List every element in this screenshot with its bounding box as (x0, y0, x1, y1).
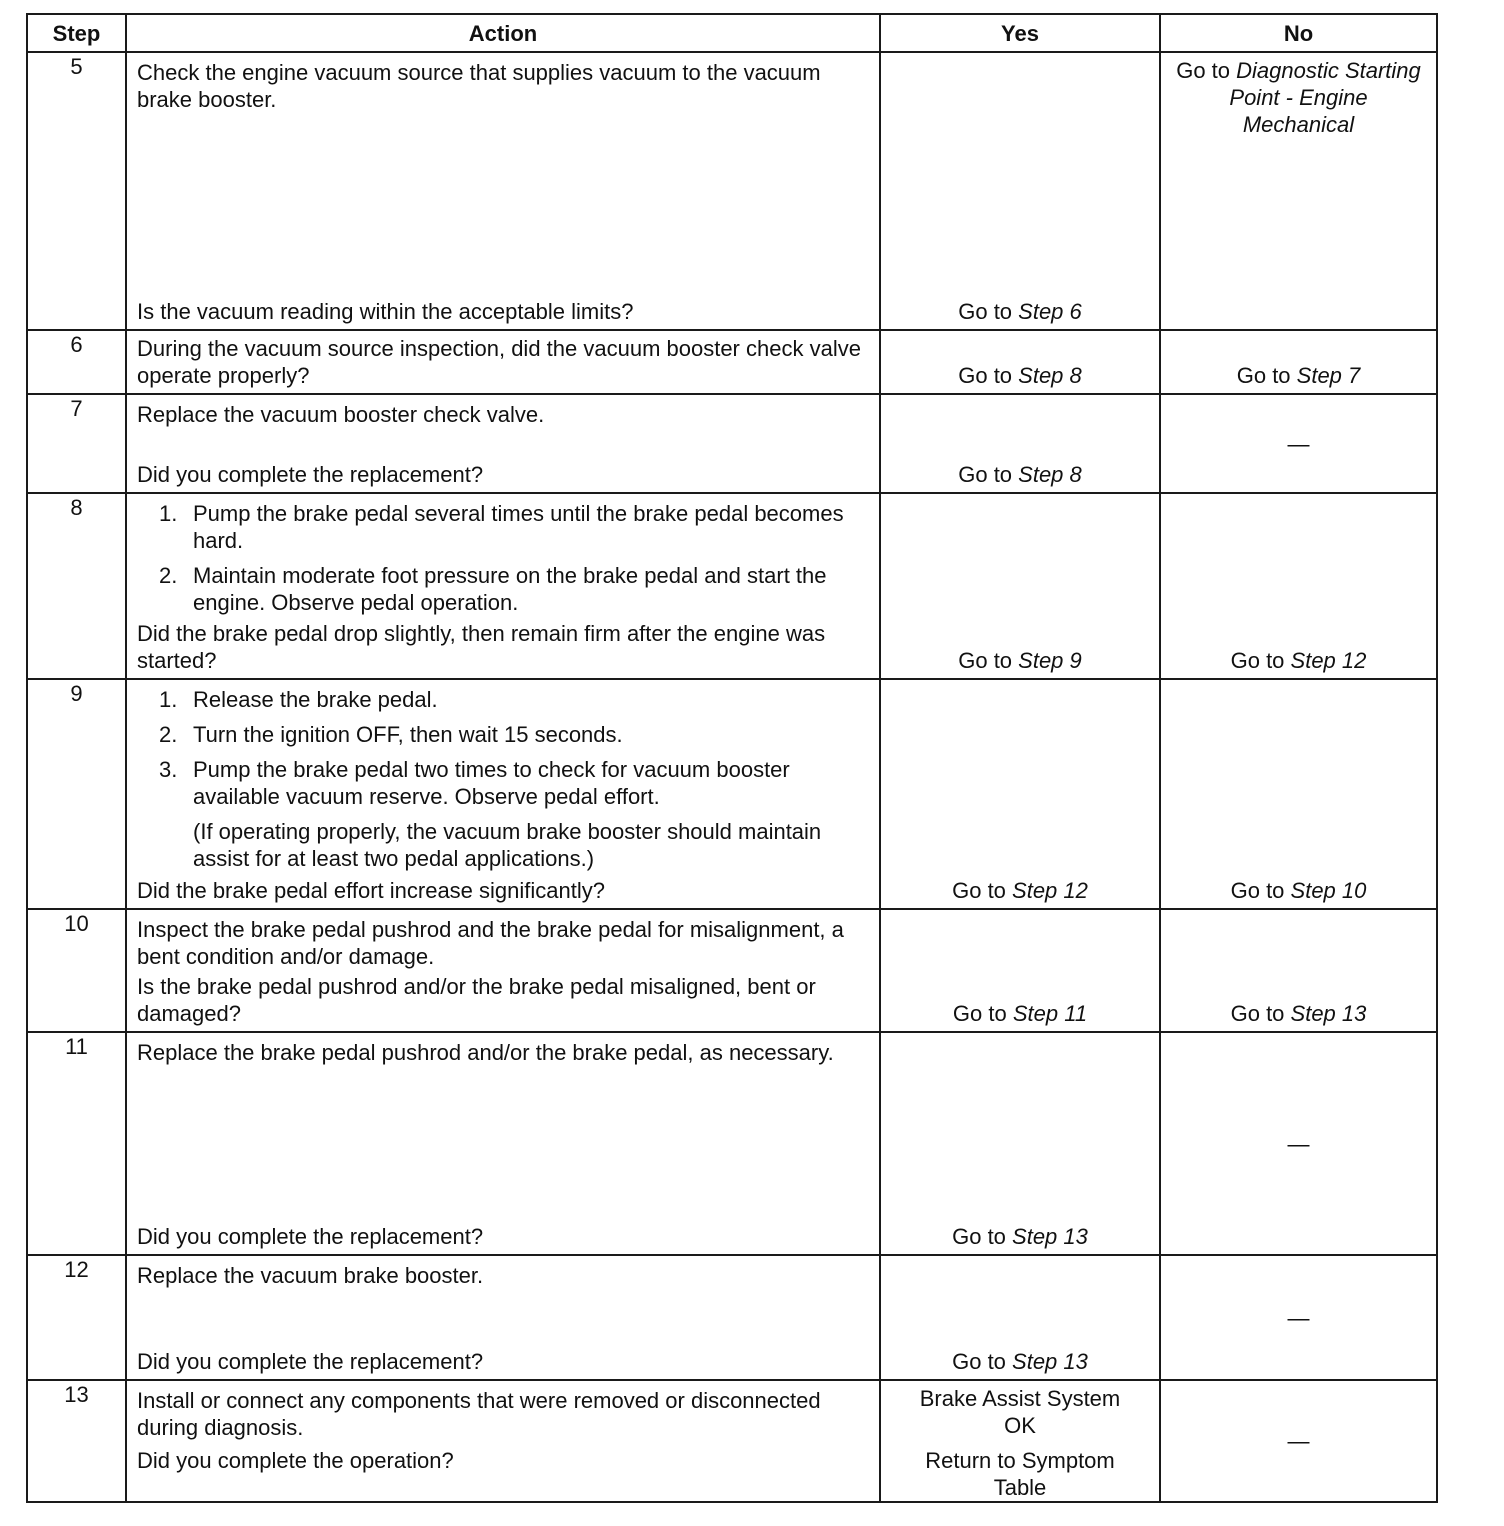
table-row (27, 493, 1437, 679)
header-yes: Yes (880, 14, 1160, 52)
header-row (27, 14, 1437, 52)
list-item (137, 562, 869, 616)
yes-cell (880, 1255, 1160, 1380)
goto-prefix: Go to (1176, 58, 1237, 83)
action-cell (126, 679, 880, 909)
goto-prefix: Go to (952, 1349, 1013, 1374)
yes-goto[interactable] (881, 1223, 1159, 1250)
yes-return-link[interactable]: Return to Symptom Table (925, 1448, 1115, 1500)
no-cell (1160, 394, 1437, 493)
no-goto[interactable] (1161, 647, 1436, 674)
yes-goto[interactable] (881, 877, 1159, 904)
action-question: Did the brake pedal drop slightly, then remain firm after the engine was started? (137, 621, 826, 673)
no-cell (1160, 1380, 1437, 1502)
action-question: During the vacuum source inspection, did the vacuum booster check valve operate properly? (137, 336, 861, 388)
no-cell (1160, 493, 1437, 679)
yes-cell (880, 909, 1160, 1032)
step-link[interactable]: Step 7 (1296, 363, 1361, 388)
table-row (27, 330, 1437, 394)
no-cell (1160, 679, 1437, 909)
list-number: 2. (159, 563, 178, 588)
step-link[interactable]: Step 8 (1018, 462, 1082, 487)
step-number: 9 (27, 679, 126, 909)
yes-cell (880, 1032, 1160, 1255)
header-no: No (1160, 14, 1437, 52)
goto-prefix: Go to (952, 1001, 1013, 1026)
step-number: 7 (27, 394, 126, 493)
yes-goto[interactable] (881, 1000, 1159, 1027)
no-goto[interactable] (1161, 362, 1436, 389)
action-cell (126, 909, 880, 1032)
action-cell (126, 1032, 880, 1255)
action-question: Did the brake pedal effort increase significantly? (137, 878, 605, 903)
procedure-list (137, 686, 869, 810)
action-cell (126, 493, 880, 679)
action-question: Did you complete the replacement? (137, 462, 484, 487)
goto-prefix: Go to (952, 1224, 1013, 1249)
no-dash: — (1287, 431, 1310, 456)
step-link[interactable]: Step 10 (1290, 878, 1367, 903)
action-question: Is the brake pedal pushrod and/or the brake pedal misaligned, bent or damaged? (137, 974, 816, 1026)
action-text: Replace the vacuum brake booster. (137, 1263, 484, 1288)
list-number: 1. (159, 687, 178, 712)
yes-goto[interactable] (881, 362, 1159, 389)
header-action: Action (126, 14, 880, 52)
action-text: Check the engine vacuum source that supplies vacuum to the vacuum brake booster. (137, 60, 821, 112)
step-link[interactable]: Step 13 (1290, 1001, 1367, 1026)
table-row (27, 909, 1437, 1032)
no-dash: — (1287, 1428, 1310, 1454)
goto-prefix: Go to (1230, 878, 1291, 903)
step-link[interactable]: Step 13 (1012, 1349, 1088, 1374)
list-number: 3. (159, 757, 178, 782)
yes-goto[interactable] (881, 647, 1159, 674)
no-goto[interactable] (1161, 1000, 1436, 1027)
no-dash: — (1287, 1131, 1310, 1156)
goto-prefix: Go to (1230, 648, 1291, 673)
step-number: 11 (27, 1032, 126, 1255)
goto-prefix: Go to (958, 363, 1019, 388)
goto-prefix: Go to (958, 299, 1019, 324)
list-item (137, 686, 869, 713)
goto-prefix: Go to (1230, 1001, 1291, 1026)
diagnostic-link[interactable]: Diagnostic Starting Point - Engine Mechanical (1229, 58, 1421, 137)
list-number: 1. (159, 501, 178, 526)
yes-cell (880, 394, 1160, 493)
list-text: Maintain moderate foot pressure on the brake pedal and start the engine. Observe pedal operation. (193, 563, 827, 615)
table-row (27, 1032, 1437, 1255)
goto-prefix: Go to (958, 462, 1019, 487)
yes-cell (880, 52, 1160, 330)
yes-cell (880, 493, 1160, 679)
action-text: Inspect the brake pedal pushrod and the brake pedal for misalignment, a bent condition and/or damage. (137, 917, 844, 969)
action-text: Replace the vacuum booster check valve. (137, 402, 545, 427)
list-item (137, 721, 869, 748)
no-goto[interactable] (1161, 53, 1436, 138)
list-text: Turn the ignition OFF, then wait 15 seconds. (193, 722, 623, 747)
list-number: 2. (159, 722, 178, 747)
step-link[interactable]: Step 13 (1012, 1224, 1088, 1249)
table-row (27, 394, 1437, 493)
list-text: Pump the brake pedal two times to check for vacuum booster available vacuum reserve. Observe pedal effort. (193, 757, 790, 809)
no-cell (1160, 1032, 1437, 1255)
yes-cell (880, 679, 1160, 909)
action-cell (126, 1255, 880, 1380)
action-cell (126, 52, 880, 330)
table-row (27, 52, 1437, 330)
action-question: Did you complete the replacement? (137, 1224, 484, 1249)
step-number: 13 (27, 1380, 126, 1502)
step-link[interactable]: Step 11 (1012, 1001, 1088, 1026)
action-text: Replace the brake pedal pushrod and/or the brake pedal, as necessary. (137, 1040, 834, 1065)
action-question: Did you complete the replacement? (137, 1349, 484, 1374)
yes-cell (880, 330, 1160, 394)
list-text: Release the brake pedal. (193, 687, 438, 712)
header-step: Step (27, 14, 126, 52)
step-number: 6 (27, 330, 126, 394)
action-question: Is the vacuum reading within the acceptable limits? (137, 299, 634, 324)
yes-goto[interactable] (881, 461, 1159, 488)
yes-goto[interactable] (881, 298, 1159, 325)
step-link[interactable]: Step 12 (1012, 878, 1088, 903)
step-link[interactable]: Step 6 (1018, 299, 1082, 324)
list-item (137, 500, 869, 554)
action-cell (126, 1380, 880, 1502)
no-cell (1160, 52, 1437, 330)
action-question: Did you complete the operation? (137, 1448, 454, 1473)
yes-cell (880, 1380, 1160, 1502)
no-goto[interactable] (1161, 877, 1436, 904)
goto-prefix: Go to (1236, 363, 1297, 388)
table-row (27, 1380, 1437, 1502)
no-cell (1160, 909, 1437, 1032)
yes-goto[interactable] (881, 1348, 1159, 1375)
step-link[interactable]: Step 12 (1290, 648, 1367, 673)
step-number: 12 (27, 1255, 126, 1380)
step-link[interactable]: Step 8 (1018, 363, 1082, 388)
action-text: Install or connect any components that were removed or disconnected during diagnosis. (137, 1388, 821, 1440)
no-cell (1160, 330, 1437, 394)
list-text: Pump the brake pedal several times until the brake pedal becomes hard. (193, 501, 844, 553)
no-dash: — (1287, 1305, 1310, 1330)
action-cell (126, 330, 880, 394)
procedure-list (137, 500, 869, 616)
procedure-note: (If operating properly, the vacuum brake booster should maintain assist for at least two pedal applications.) (193, 819, 822, 871)
action-cell (126, 394, 880, 493)
diagnostic-table (26, 13, 1438, 1503)
no-cell (1160, 1255, 1437, 1380)
table-row (27, 1255, 1437, 1380)
step-link[interactable]: Step 9 (1018, 648, 1082, 673)
step-number: 8 (27, 493, 126, 679)
goto-prefix: Go to (958, 648, 1019, 673)
goto-prefix: Go to (952, 878, 1013, 903)
step-number: 5 (27, 52, 126, 330)
step-number: 10 (27, 909, 126, 1032)
list-item (137, 756, 869, 810)
yes-result: Brake Assist System OK (919, 1386, 1121, 1438)
table-row (27, 679, 1437, 909)
